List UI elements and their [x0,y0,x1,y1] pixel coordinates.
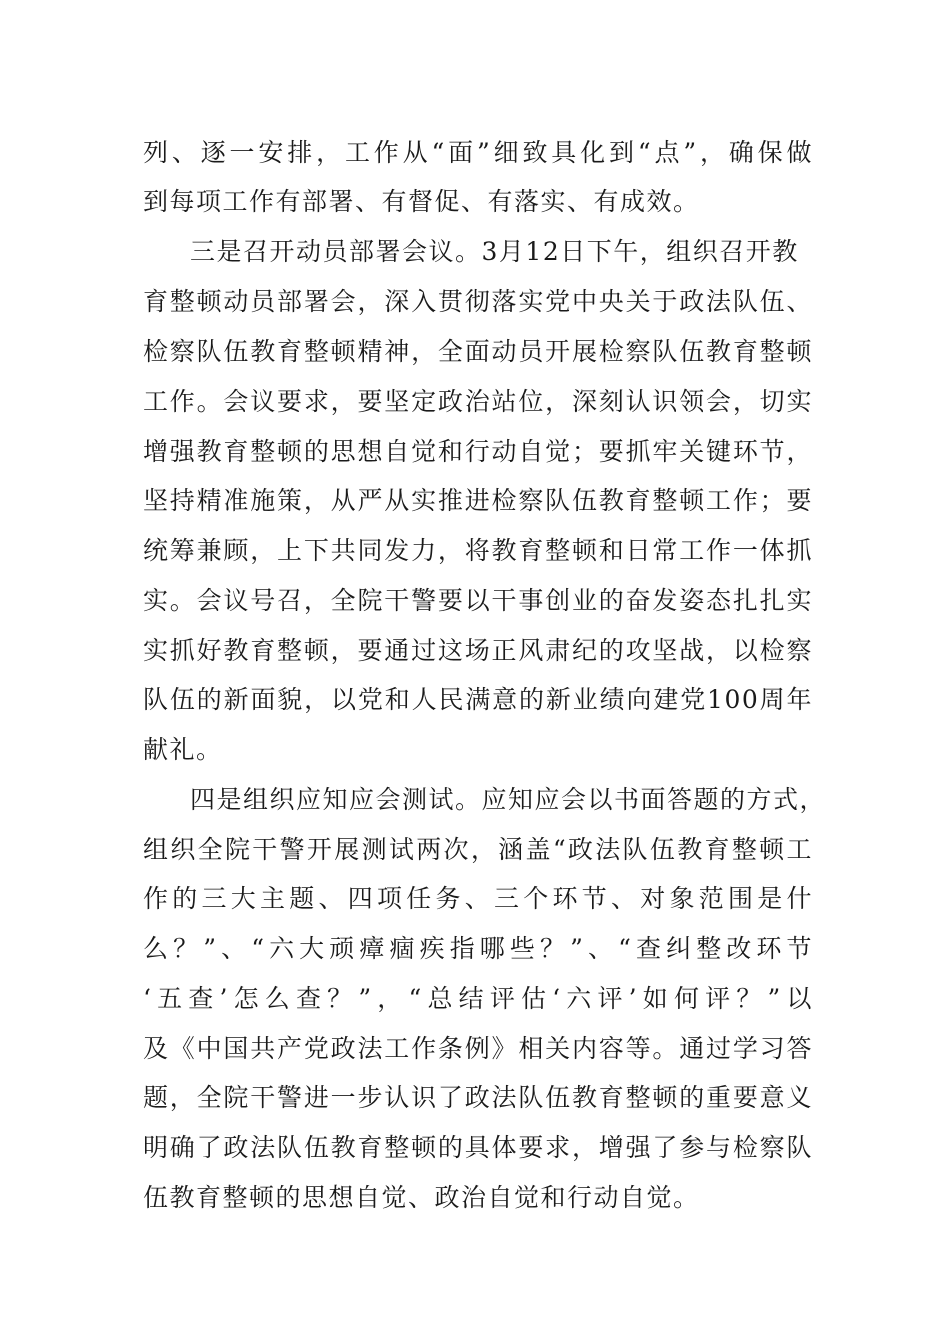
text-line-11: 实抓好教育整顿，要通过这场正风肃纪的攻坚战，以检察 [143,636,813,665]
paragraph-3-line-1: 三是召开动员部署会议。3月12日下午，组织召开教 [190,237,799,266]
text-line-15: 组织全院干警开展测试两次，涵盖“政法队伍教育整顿工 [143,835,813,864]
text-line-1: 列、逐一安排，工作从“面”细致具化到“点”，确保做 [143,138,813,167]
text-line-17: 么？”、“六大顽瘴痼疾指哪些？”、“查纠整改环节 [143,934,813,963]
text-line-16: 作的三大主题、四项任务、三个环节、对象范围是什 [143,884,813,913]
text-line-6: 工作。会议要求，要坚定政治站位，深刻认识领会，切实 [143,387,813,416]
text-line-2: 到每项工作有部署、有督促、有落实、有成效。 [143,187,700,216]
text-line-21: 明确了政法队伍教育整顿的具体要求，增强了参与检察队 [143,1133,813,1162]
text-line-13: 献礼。 [143,735,223,764]
text-line-4: 育整顿动员部署会，深入贯彻落实党中央关于政法队伍、 [143,287,813,316]
text-line-9: 统筹兼顾，上下共同发力，将教育整顿和日常工作一体抓 [143,536,813,565]
paragraph-4-line-1: 四是组织应知应会测试。应知应会以书面答题的方式， [190,785,827,814]
text-line-8: 坚持精准施策，从严从实推进检察队伍教育整顿工作；要 [143,486,813,515]
text-line-20: 题，全院干警进一步认识了政法队伍教育整顿的重要意义 [143,1083,813,1112]
text-line-19: 及《中国共产党政法工作条例》相关内容等。通过学习答 [143,1034,813,1063]
text-line-22: 伍教育整顿的思想自觉、政治自觉和行动自觉。 [143,1183,700,1212]
text-line-5: 检察队伍教育整顿精神，全面动员开展检察队伍教育整顿 [143,337,813,366]
text-line-7: 增强教育整顿的思想自觉和行动自觉；要抓牢关键环节， [143,437,813,466]
text-line-10: 实。会议号召，全院干警要以干事创业的奋发姿态扎扎实 [143,586,813,615]
text-line-12: 队伍的新面貌，以党和人民满意的新业绩向建党100周年 [143,685,813,714]
text-line-18: ‘五查’怎么查？”，“总结评估‘六评’如何评？”以 [143,984,813,1013]
